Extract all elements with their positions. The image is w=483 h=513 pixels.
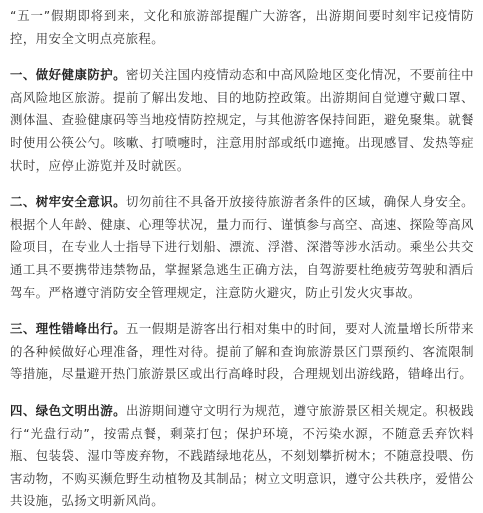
section-health-protection <box>10 64 474 177</box>
section-heading: 一、做好健康防护。 <box>10 67 127 83</box>
section-body: 五一假期是游客出行相对集中的时间，要对人流量增长所带来的各种候做好心理准备，理性对待。提前了解和查询旅游景区门票预约、客流限制等措施，尽量避开热门旅游景区或出行高峰时段，合理规划出游线路，错峰出行。 <box>10 321 474 382</box>
intro-paragraph: “五一”假期即将到来，文化和旅游部提醒广大游客，出游期间要时刻牢记疫情防控，用安全文明点亮旅程。 <box>10 8 474 46</box>
section-off-peak-travel <box>10 318 474 386</box>
section-safety-awareness <box>10 191 474 304</box>
section-body: 切勿前往不具备开放接待旅游者条件的区域，确保人身安全。根据个人年龄、健康、心理等状况，量力而行、谨慎参与高空、高速、探险等高风险项目，在专业人士指导下进行划船、漂流、浮潜、深潜等涉水活动。乘坐公共交通工具不要携带违禁物品，掌握紧急逃生正确方法，自驾游要杜绝疲劳驾驶和酒后驾车。严格遵守消防安全管理规定，注意防火避灾，防止引发火灾事故。 <box>10 194 474 300</box>
section-green-civilized-travel <box>10 400 474 513</box>
section-body: 出游期间遵守文明行为规范，遵守旅游景区相关规定。积极践行“光盘行动”，按需点餐，剩菜打包；保护环境，不污染水源，不随意丢弃饮料瓶、包装袋、湿巾等废弃物，不践踏绿地花丛，不刻划攀折树木；不随意投喂、伤害动物，不购买濒危野生动植物及其制品；树立文明意识，遵守公共秩序，爱惜公共设施，弘扬文明新风尚。 <box>10 402 474 509</box>
section-heading: 三、理性错峰出行。 <box>10 321 127 337</box>
section-heading: 四、绿色文明出游。 <box>10 402 127 418</box>
section-body: 密切关注国内疫情动态和中高风险地区变化情况，不要前往中高风险地区旅游。提前了解出发地、目的地防控政策。出游期间自觉遵守戴口罩、测体温、查验健康码等当地疫情防控规定，与其他游客保持间距，避免聚集。就餐时使用公筷公勺。咳嗽、打喷嚏时，注意用肘部或纸巾遮掩。出现感冒、发热等症状时，应停止游览并及时就医。 <box>10 67 474 173</box>
section-heading: 二、树牢安全意识。 <box>10 194 127 210</box>
